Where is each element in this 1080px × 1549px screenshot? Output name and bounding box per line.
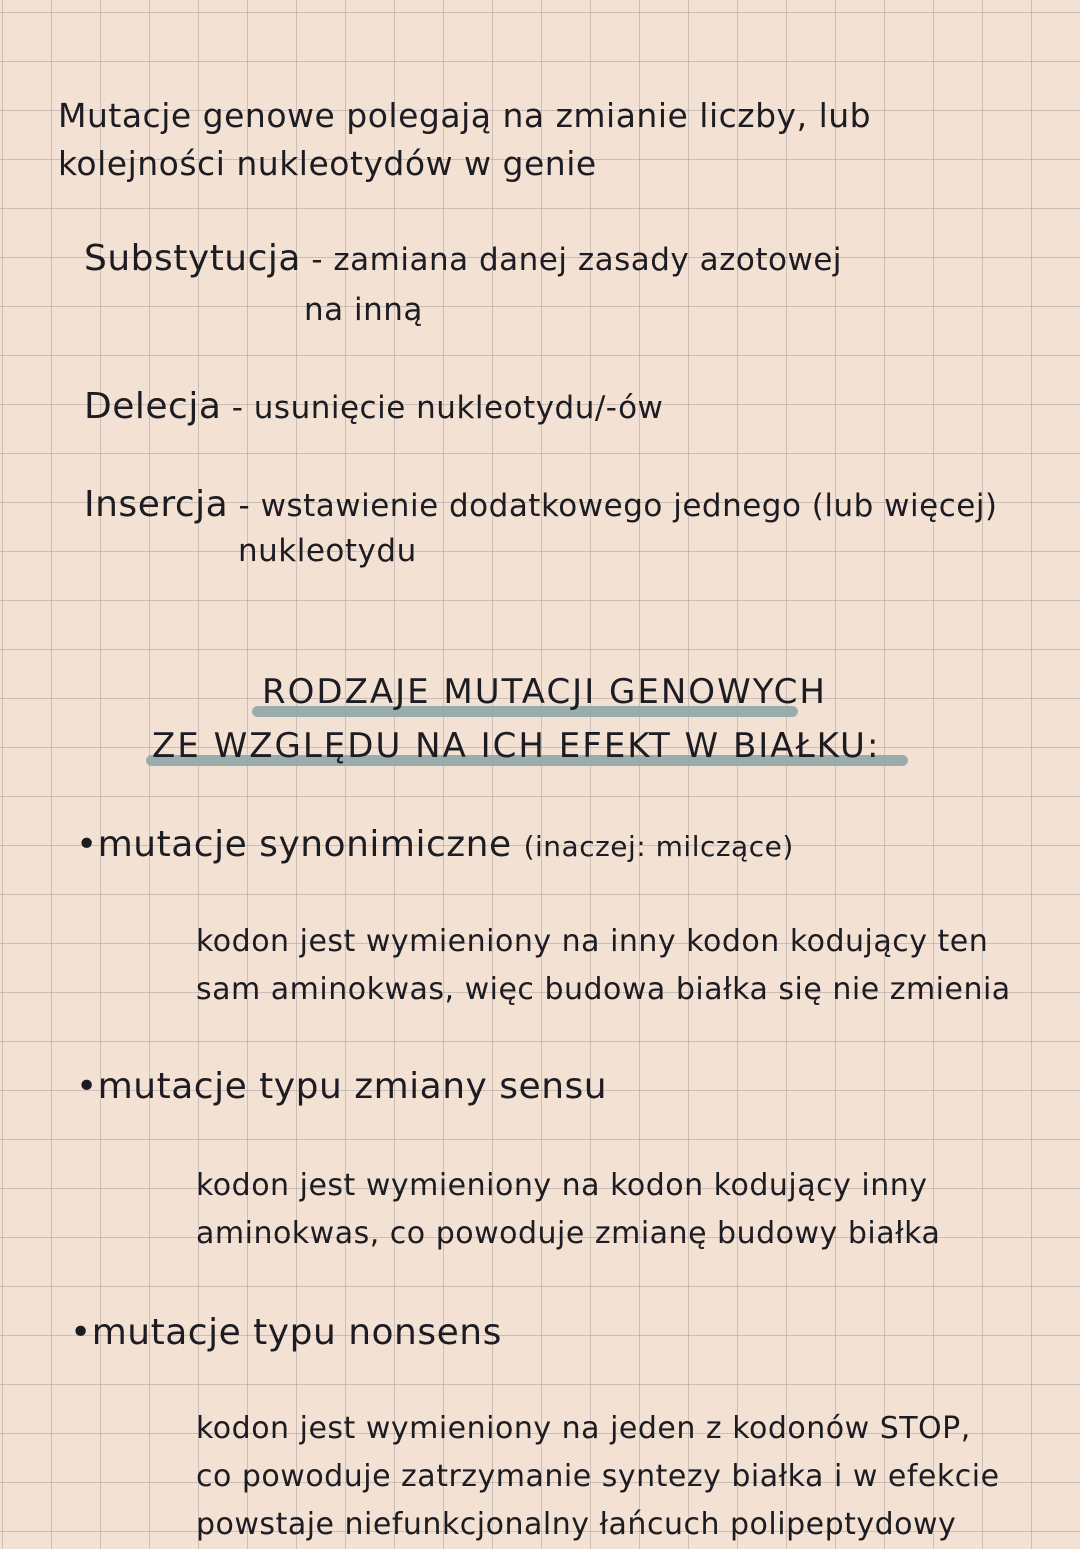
intro-text xyxy=(58,92,871,188)
mutation-type-nonsense-description xyxy=(196,1405,1000,1549)
term-separator: - xyxy=(221,390,254,426)
mutation-type-nonsense xyxy=(70,1310,502,1356)
definition-insertion-text: wstawienie dodatkowego jednego (lub więcej) xyxy=(260,488,998,524)
section-heading-line-2: ZE WZGLĘDU NA ICH EFEKT W BIAŁKU: xyxy=(152,726,881,766)
mutation-type-title: •mutacje synonimiczne xyxy=(76,824,512,865)
definition-substitution-continued: na inną xyxy=(304,292,423,328)
term-insertion: Insercja xyxy=(84,484,229,525)
term-separator: - xyxy=(228,488,261,524)
definition-deletion-text: usunięcie nukleotydu/-ów xyxy=(253,390,664,426)
mutation-type-title: •mutacje typu zmiany sensu xyxy=(76,1066,608,1107)
definition-insertion xyxy=(84,482,998,529)
description-line-2: sam aminokwas, więc budowa białka się nie zmienia xyxy=(196,972,1011,1007)
mutation-type-aside: (inaczej: milczące) xyxy=(523,830,794,863)
definition-substitution-text: zamiana danej zasady azotowej xyxy=(333,242,843,278)
description-line-1: kodon jest wymieniony na inny kodon kodujący ten xyxy=(196,924,989,959)
description-line-2: co powoduje zatrzymanie syntezy białka i w efekcie xyxy=(196,1459,1000,1494)
mutation-type-missense-description xyxy=(196,1162,940,1258)
description-line-3: powstaje niefunkcjonalny łańcuch polipeptydowy xyxy=(196,1507,957,1542)
intro-line-2: kolejności nukleotydów w genie xyxy=(58,144,597,183)
description-line-1: kodon jest wymieniony na kodon kodujący inny xyxy=(196,1168,928,1203)
definition-deletion xyxy=(84,384,663,431)
description-line-2: aminokwas, co powoduje zmianę budowy białka xyxy=(196,1216,941,1251)
description-line-1: kodon jest wymieniony na jeden z kodonów STOP, xyxy=(196,1411,971,1446)
mutation-type-synonymous-description xyxy=(196,918,1011,1014)
intro-line-1: Mutacje genowe polegają na zmianie liczby, lub xyxy=(58,96,872,135)
definition-substitution xyxy=(84,236,842,283)
term-separator: - xyxy=(300,242,334,278)
term-substitution: Substytucja xyxy=(84,238,301,279)
mutation-type-missense xyxy=(76,1064,607,1110)
section-heading-line-1: RODZAJE MUTACJI GENOWYCH xyxy=(262,672,827,712)
term-deletion: Delecja xyxy=(84,386,222,427)
mutation-type-synonymous xyxy=(76,822,794,870)
mutation-type-title: •mutacje typu nonsens xyxy=(70,1312,502,1353)
definition-insertion-continued: nukleotydu xyxy=(238,533,417,569)
